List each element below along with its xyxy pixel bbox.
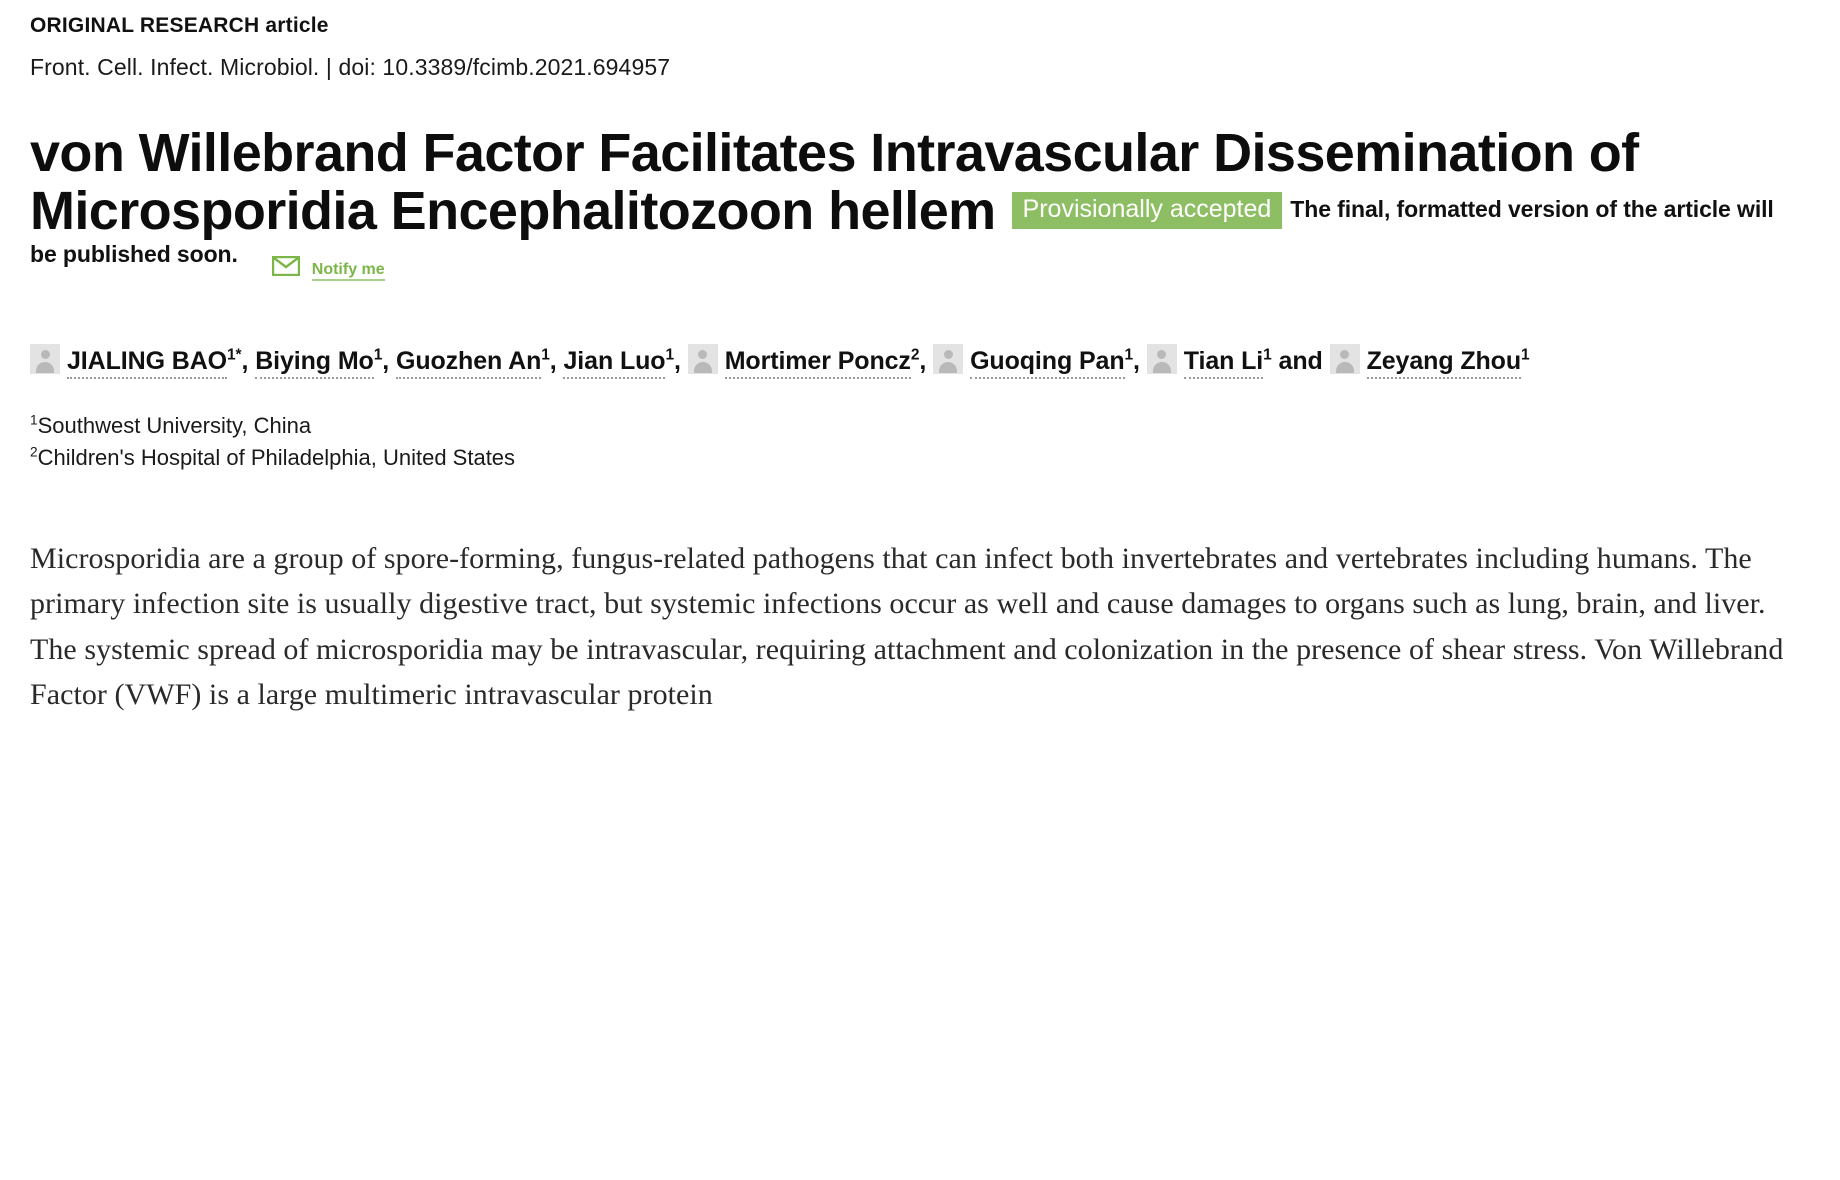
author-affiliation-marker: 1	[1263, 346, 1272, 364]
author-6[interactable]	[933, 347, 1133, 375]
author-1[interactable]	[30, 347, 241, 375]
author-name[interactable]: Guoqing Pan	[970, 347, 1124, 379]
author-affiliation-marker: 1	[665, 346, 674, 364]
avatar	[1330, 344, 1360, 374]
author-affiliation-marker: 1	[1124, 346, 1134, 364]
author-8[interactable]	[1330, 347, 1530, 375]
avatar	[688, 344, 718, 374]
envelope-icon	[272, 256, 300, 276]
author-3[interactable]	[396, 347, 550, 375]
author-affiliation-marker: 1	[373, 346, 383, 364]
final-version-note: The final, formatted version of the article will be published soon.	[30, 195, 1774, 267]
affiliation-item	[30, 442, 1806, 474]
journal-doi-line: Front. Cell. Infect. Microbiol. | doi: 10.3389/fcimb.2021.694957	[30, 54, 671, 80]
author-7[interactable]	[1147, 347, 1272, 375]
author-name[interactable]: Biying Mo	[255, 347, 374, 379]
author-name[interactable]: Tian Li	[1184, 347, 1263, 379]
authors-conjunction: and	[1278, 346, 1323, 375]
author-list: JIALING $BAO^{1*}$, Biying Mo$^1$, Guozhen An$^1$, Jian Luo$^1$, Mortimer Poncz$^2$, Guoqing Pan$^1$, Tian Li$^1$ and Zeyang Zhou$^1$	[30, 341, 1806, 382]
avatar	[933, 344, 963, 374]
affiliation-item	[30, 410, 1806, 442]
avatar	[30, 344, 60, 374]
author-name[interactable]: Guozhen An	[396, 347, 541, 379]
author-affiliation-marker: 1	[541, 346, 550, 364]
author-2[interactable]	[255, 347, 382, 375]
abstract-text: Microsporidia are a group of spore-forming, fungus-related pathogens that can infect both invertebrates and vertebrates including humans. The primary infection site is usually digestive tract, but systemic infections occur as well and cause damages to organs such as lung, brain, and liver. The systemic spread of microsporidia may be intravascular, requiring attachment and colonization in the presence of shear stress. Von Willebrand Factor (VWF) is a large multimeric intravascular protein	[30, 541, 1784, 712]
notify-me-link[interactable]: Notify me	[312, 261, 385, 281]
affiliation-marker: 2	[30, 444, 38, 460]
affiliation-text: Southwest University, China	[37, 412, 312, 438]
page-title: von Willebrand Factor Facilitates Intravascular Dissemination of Microsporidia Encephalitozoon hellem	[30, 123, 1639, 241]
author-name[interactable]: Zeyang Zhou	[1367, 347, 1521, 379]
affiliation-text: Children's Hospital of Philadelphia, United States	[37, 444, 516, 470]
title-block	[30, 125, 1806, 279]
article-type-label: ORIGINAL RESEARCH article	[30, 14, 329, 37]
author-affiliation-marker: 1*	[227, 346, 242, 364]
affiliation-list	[30, 410, 1806, 474]
author-name[interactable]: Mortimer Poncz	[725, 347, 911, 379]
author-5[interactable]	[688, 347, 920, 375]
status-badge: Provisionally accepted	[1012, 192, 1283, 229]
author-name[interactable]: JIALING BAO	[67, 347, 227, 379]
avatar	[1147, 344, 1177, 374]
affiliation-marker: 1	[30, 412, 38, 428]
author-4[interactable]	[563, 347, 674, 375]
author-affiliation-marker: 1	[1521, 346, 1530, 364]
author-affiliation-marker: 2	[910, 346, 920, 364]
author-name[interactable]: Jian Luo	[563, 347, 665, 379]
